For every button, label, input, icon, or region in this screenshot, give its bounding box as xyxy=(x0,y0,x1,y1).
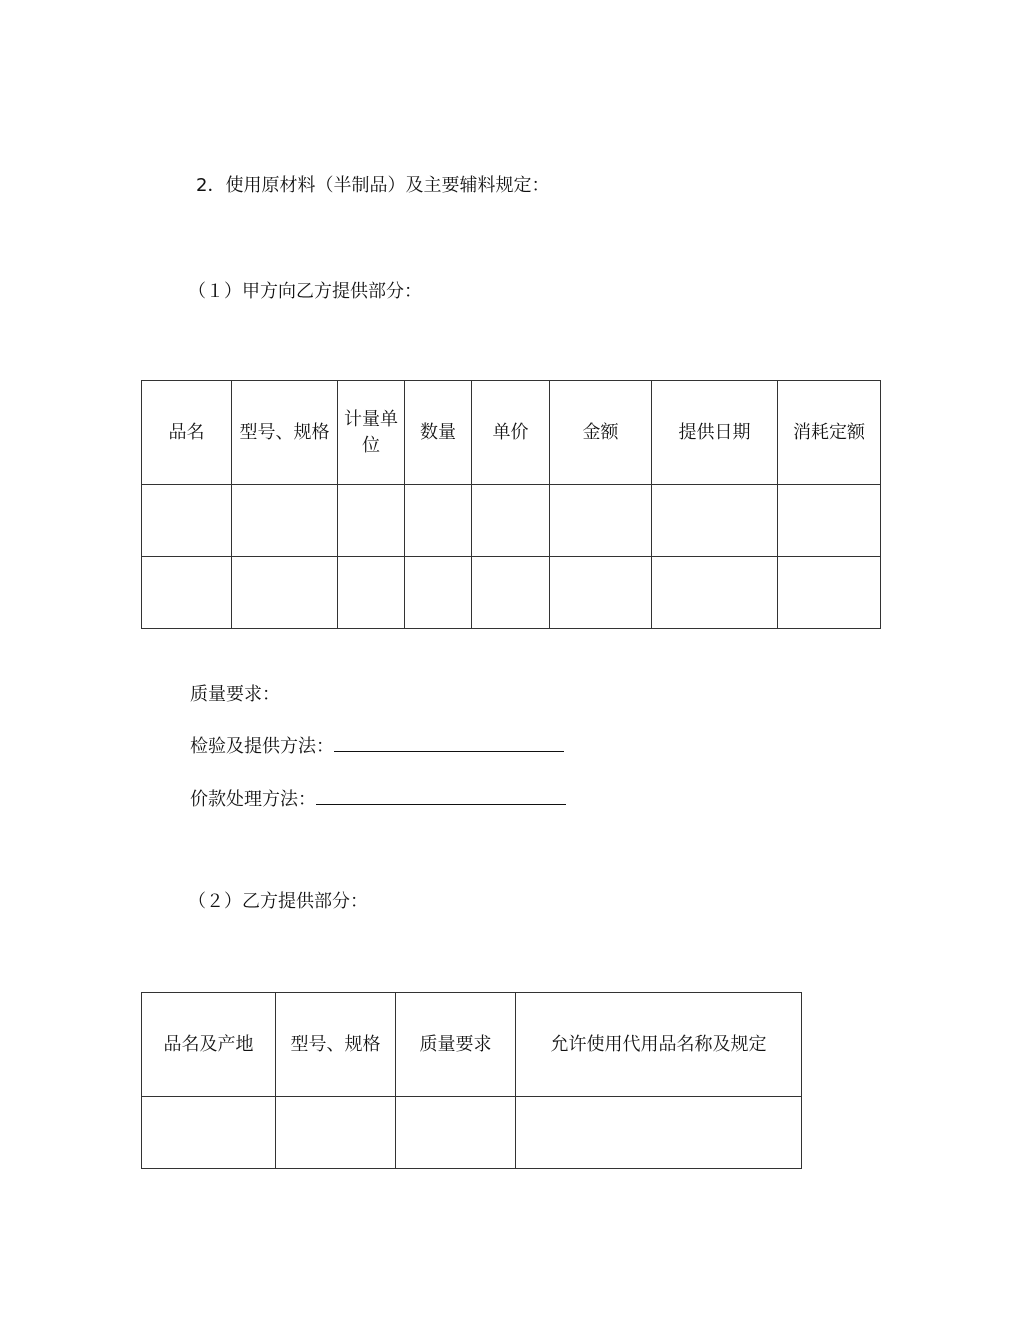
col-header-name-origin: 品名及产地 xyxy=(142,993,276,1097)
table-cell[interactable] xyxy=(232,485,338,557)
table-cell[interactable] xyxy=(652,557,778,629)
table-cell[interactable] xyxy=(232,557,338,629)
table-cell[interactable] xyxy=(338,485,405,557)
table-row xyxy=(142,485,881,557)
party-b-materials-table xyxy=(141,992,802,1169)
inspection-method-blank[interactable] xyxy=(334,750,564,752)
col-header-model-spec: 型号、规格 xyxy=(232,381,338,485)
section1-title: （１）甲方向乙方提供部分： xyxy=(188,281,422,302)
quality-requirements-label: 质量要求： xyxy=(190,684,280,705)
col-header-substitutes: 允许使用代用品名称及规定 xyxy=(516,993,802,1097)
col-header-consumption-quota: 消耗定额 xyxy=(778,381,881,485)
inspection-method-row xyxy=(190,738,564,756)
table-cell[interactable] xyxy=(778,557,881,629)
table-cell[interactable] xyxy=(550,485,652,557)
table-cell[interactable] xyxy=(516,1097,802,1169)
payment-method-blank[interactable] xyxy=(316,803,566,805)
inspection-method-label: 检验及提供方法： xyxy=(190,736,334,757)
table-cell[interactable] xyxy=(338,557,405,629)
table-cell[interactable] xyxy=(472,557,550,629)
table-header-row xyxy=(142,381,881,485)
col-header-name: 品名 xyxy=(142,381,232,485)
col-header-supply-date: 提供日期 xyxy=(652,381,778,485)
table-cell[interactable] xyxy=(142,557,232,629)
table-row xyxy=(142,557,881,629)
table-cell[interactable] xyxy=(405,485,472,557)
table-cell[interactable] xyxy=(652,485,778,557)
col-header-model-spec: 型号、规格 xyxy=(276,993,396,1097)
col-header-unit-price: 单价 xyxy=(472,381,550,485)
table-cell[interactable] xyxy=(142,1097,276,1169)
table-cell[interactable] xyxy=(142,485,232,557)
table-row xyxy=(142,1097,802,1169)
table-cell[interactable] xyxy=(550,557,652,629)
table-cell[interactable] xyxy=(778,485,881,557)
section-heading: 2．使用原材料（半制品）及主要辅料规定： xyxy=(196,175,550,196)
table-cell[interactable] xyxy=(276,1097,396,1169)
table-cell[interactable] xyxy=(472,485,550,557)
payment-method-label: 价款处理方法： xyxy=(190,789,316,810)
col-header-quantity: 数量 xyxy=(405,381,472,485)
col-header-quality: 质量要求 xyxy=(396,993,516,1097)
payment-method-row xyxy=(190,791,566,809)
table-header-row xyxy=(142,993,802,1097)
table-cell[interactable] xyxy=(396,1097,516,1169)
col-header-amount: 金额 xyxy=(550,381,652,485)
table-cell[interactable] xyxy=(405,557,472,629)
section2-title: （２）乙方提供部分： xyxy=(188,891,368,912)
col-header-unit: 计量单位 xyxy=(338,381,405,485)
supplied-materials-table xyxy=(141,380,881,629)
